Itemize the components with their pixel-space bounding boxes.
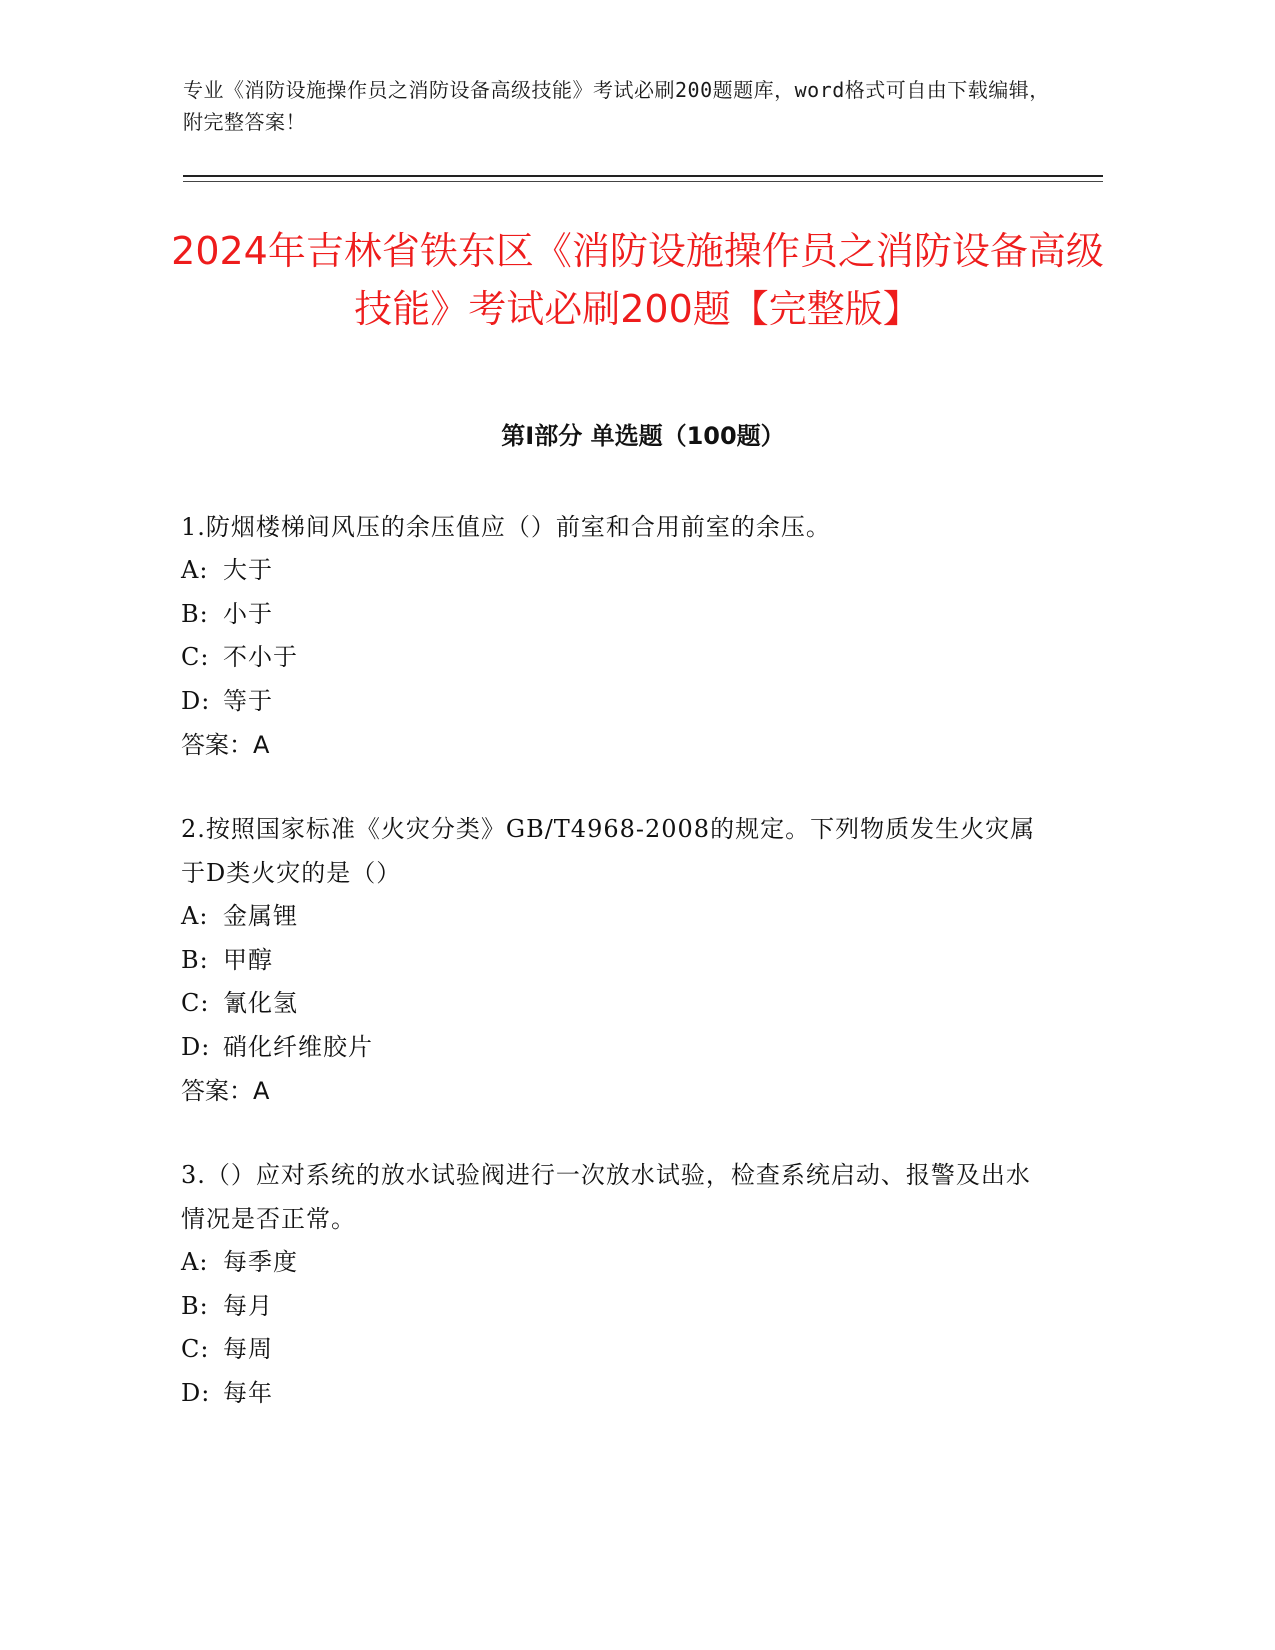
option-label: B:: [181, 599, 209, 628]
option-text: 小于: [223, 599, 273, 628]
option-text: 每月: [223, 1291, 273, 1320]
question-stem: 1.防烟楼梯间风压的余压值应（）前室和合用前室的余压。: [181, 513, 831, 541]
question-list: [181, 505, 1051, 1455]
section-heading: 第I部分 单选题（100题）: [501, 422, 785, 450]
option-label: D:: [181, 1378, 211, 1407]
option-text: 硝化纤维胶片: [223, 1032, 373, 1061]
option-label: A:: [181, 556, 209, 584]
question-2: [181, 807, 1051, 1113]
option-c: [181, 636, 1051, 680]
option-text: 每季度: [223, 1248, 298, 1276]
option-text: 金属锂: [223, 902, 298, 930]
option-label: D:: [181, 1032, 211, 1061]
option-text: 氰化氢: [223, 989, 298, 1017]
header-rule-thin: [183, 181, 1103, 182]
header-rule-thick: [183, 175, 1103, 177]
question-3: [181, 1153, 1051, 1415]
option-b: [181, 939, 1051, 983]
option-label: C:: [181, 643, 210, 671]
option-label: A:: [181, 1248, 209, 1276]
option-c: [181, 982, 1051, 1026]
option-text: 每周: [223, 1335, 273, 1363]
option-label: C:: [181, 1335, 210, 1363]
document-title: 2024年吉林省铁东区《消防设施操作员之消防设备高级技能》考试必刷200题【完整版】: [171, 229, 1104, 331]
option-text: 不小于: [223, 643, 298, 671]
option-label: D:: [181, 686, 211, 715]
answer: 答案：A: [181, 731, 270, 759]
option-label: A:: [181, 902, 209, 930]
option-d: [181, 1026, 1051, 1070]
option-text: 等于: [223, 686, 273, 715]
option-b: [181, 593, 1051, 637]
option-label: B:: [181, 1291, 209, 1320]
option-text: 每年: [223, 1378, 273, 1407]
option-label: B:: [181, 945, 209, 974]
option-a: [181, 895, 1051, 939]
answer: 答案：A: [181, 1077, 270, 1105]
question-1: [181, 505, 1051, 767]
option-d: [181, 1372, 1051, 1416]
question-stem: 3.（）应对系统的放水试验阀进行一次放水试验，检查系统启动、报警及出水情况是否正常。: [181, 1161, 1031, 1233]
option-a: [181, 549, 1051, 593]
option-c: [181, 1328, 1051, 1372]
header-note: 专业《消防设施操作员之消防设备高级技能》考试必刷200题题库，word格式可自由下载编辑，附完整答案！: [183, 78, 1050, 134]
question-stem: 2.按照国家标准《火灾分类》GB/T4968-2008的规定。下列物质发生火灾属于D类火灾的是（）: [181, 815, 1036, 887]
option-b: [181, 1285, 1051, 1329]
option-a: [181, 1241, 1051, 1285]
option-text: 大于: [223, 556, 273, 584]
option-d: [181, 680, 1051, 724]
option-label: C:: [181, 989, 210, 1017]
option-text: 甲醇: [223, 945, 273, 974]
